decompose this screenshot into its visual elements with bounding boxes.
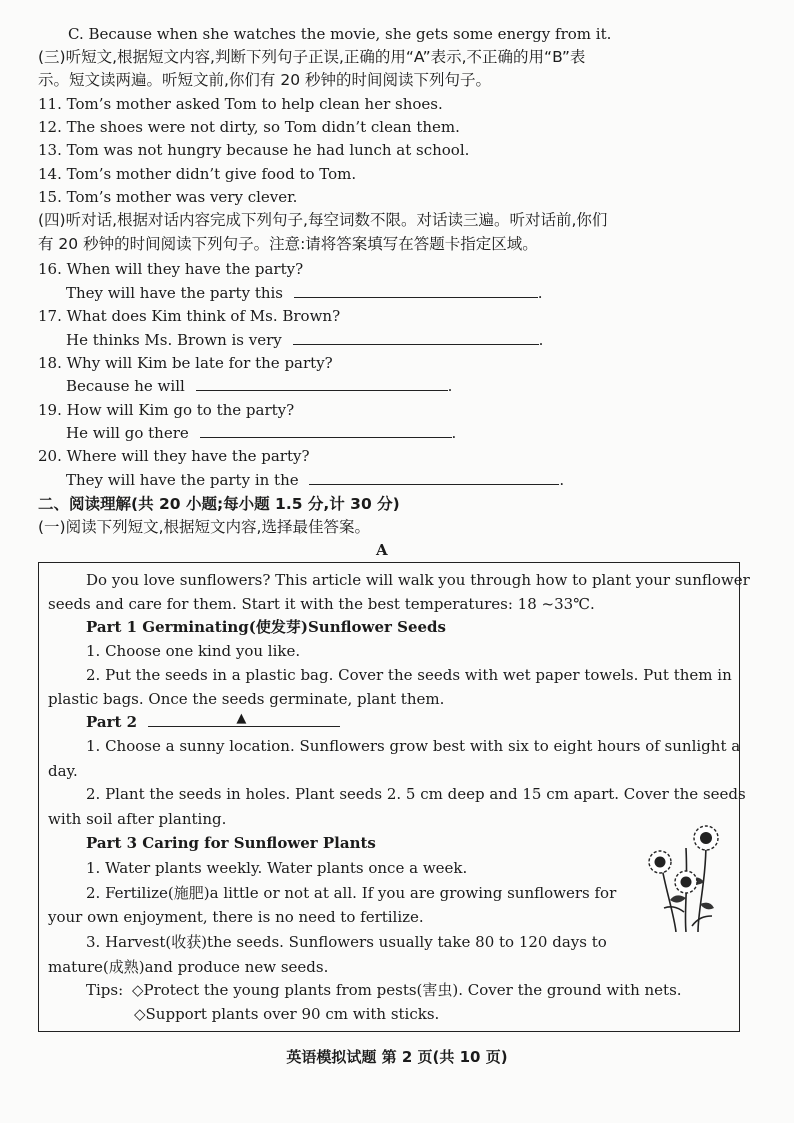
section4-instruction-line2: 有 20 秒钟的时间阅读下列句子。注意:请将答案填写在答题卡指定区域。 bbox=[38, 235, 538, 253]
part3-step2-line1: 2. Fertilize(施肥)a little or not at all. If you are growing sunflowers for bbox=[86, 884, 617, 902]
part2-step1-line2: day. bbox=[48, 762, 78, 780]
part2-title: Part 2 bbox=[86, 713, 138, 731]
question-17: 17. What does Kim think of Ms. Brown? bbox=[38, 307, 341, 325]
question-14: 14. Tom’s mother didn’t give food to Tom. bbox=[38, 165, 357, 183]
answer-blank-19[interactable] bbox=[200, 423, 452, 438]
question-15: 15. Tom’s mother was very clever. bbox=[38, 188, 298, 206]
answer-prompt-18: Because he will bbox=[66, 377, 185, 395]
tips-line1 bbox=[86, 980, 682, 1000]
answer-line-16 bbox=[66, 283, 543, 303]
part2-step2-line2: with soil after planting. bbox=[48, 810, 227, 828]
part3-step2-line2: your own enjoyment, there is no need to fertilize. bbox=[48, 908, 424, 926]
period: . bbox=[537, 284, 543, 302]
page-footer: 英语模拟试题 第 2 页(共 10 页) bbox=[286, 1048, 508, 1066]
part2-step2-line1: 2. Plant the seeds in holes. Plant seeds 2. 5 cm deep and 15 cm apart. Cover the seeds bbox=[86, 785, 746, 803]
part3-title: Part 3 Caring for Sunflower Plants bbox=[86, 834, 376, 852]
answer-prompt-19: He will go there bbox=[66, 424, 189, 442]
reading-instruction: (一)阅读下列短文,根据短文内容,选择最佳答案。 bbox=[38, 518, 370, 536]
section3-instruction-line2: 示。短文读两遍。听短文前,你们有 20 秒钟的时间阅读下列句子。 bbox=[38, 71, 492, 89]
part1-step1: 1. Choose one kind you like. bbox=[86, 642, 301, 660]
period: . bbox=[538, 331, 544, 349]
answer-line-18 bbox=[66, 376, 452, 396]
question-12: 12. The shoes were not dirty, so Tom didn’t clean them. bbox=[38, 118, 460, 136]
answer-line-19 bbox=[66, 423, 456, 443]
part2-title-blank bbox=[148, 712, 340, 727]
part3-step1: 1. Water plants weekly. Water plants once a week. bbox=[86, 859, 468, 877]
question-11: 11. Tom’s mother asked Tom to help clean her shoes. bbox=[38, 95, 443, 113]
part3-step3-line1: 3. Harvest(收获)the seeds. Sunflowers usually take 80 to 120 days to bbox=[86, 933, 607, 951]
answer-line-17 bbox=[66, 330, 543, 350]
passage-label: A bbox=[376, 541, 388, 559]
question-20: 20. Where will they have the party? bbox=[38, 447, 310, 465]
triangle-marker-icon: ▲ bbox=[236, 711, 247, 726]
intro-line2: seeds and care for them. Start it with the best temperatures: 18 ~33℃. bbox=[48, 595, 595, 613]
option-c: C. Because when she watches the movie, she gets some energy from it. bbox=[68, 25, 612, 43]
part1-title: Part 1 Germinating(使发芽)Sunflower Seeds bbox=[86, 618, 446, 636]
part1-step2-line1: 2. Put the seeds in a plastic bag. Cover the seeds with wet paper towels. Put them in bbox=[86, 666, 732, 684]
answer-blank-18[interactable] bbox=[196, 376, 448, 391]
question-19: 19. How will Kim go to the party? bbox=[38, 401, 295, 419]
period: . bbox=[559, 471, 565, 489]
sunflower-head-3 bbox=[675, 871, 697, 893]
sunflower-head-2 bbox=[649, 851, 671, 873]
part2-title-line bbox=[86, 712, 340, 732]
answer-blank-16[interactable] bbox=[294, 283, 538, 298]
sunflower-illustration bbox=[646, 820, 726, 932]
answer-prompt-17: He thinks Ms. Brown is very bbox=[66, 331, 282, 349]
answer-blank-17[interactable] bbox=[293, 330, 539, 345]
intro-line1: Do you love sunflowers? This article will walk you through how to plant your sunflower bbox=[86, 571, 750, 589]
answer-blank-20[interactable] bbox=[309, 470, 559, 485]
section3-instruction-line1: (三)听短文,根据短文内容,判断下列句子正误,正确的用“A”表示,不正确的用“B”表 bbox=[38, 48, 586, 66]
part3-step3-line2: mature(成熟)and produce new seeds. bbox=[48, 958, 329, 976]
sunflower-head-1 bbox=[694, 826, 718, 850]
section4-instruction-line1: (四)听对话,根据对话内容完成下列句子,每空词数不限。对话读三遍。听对话前,你们 bbox=[38, 211, 608, 229]
part1-step2-line2: plastic bags. Once the seeds germinate, plant them. bbox=[48, 690, 445, 708]
answer-prompt-20: They will have the party in the bbox=[66, 471, 299, 489]
tips-label: Tips: bbox=[86, 981, 124, 999]
part2-step1-line1: 1. Choose a sunny location. Sunflowers grow best with six to eight hours of sunlight a bbox=[86, 737, 741, 755]
question-18: 18. Why will Kim be late for the party? bbox=[38, 354, 333, 372]
period: . bbox=[447, 377, 453, 395]
period: . bbox=[451, 424, 457, 442]
reading-heading: 二、阅读理解(共 20 小题;每小题 1.5 分,计 30 分) bbox=[38, 495, 400, 513]
answer-line-20 bbox=[66, 470, 564, 490]
question-13: 13. Tom was not hungry because he had lunch at school. bbox=[38, 141, 470, 159]
answer-prompt-16: They will have the party this bbox=[66, 284, 284, 302]
tip-1: ◇Protect the young plants from pests(害虫). Cover the ground with nets. bbox=[131, 981, 682, 999]
tip-2: ◇Support plants over 90 cm with sticks. bbox=[134, 1005, 440, 1023]
question-16: 16. When will they have the party? bbox=[38, 260, 304, 278]
